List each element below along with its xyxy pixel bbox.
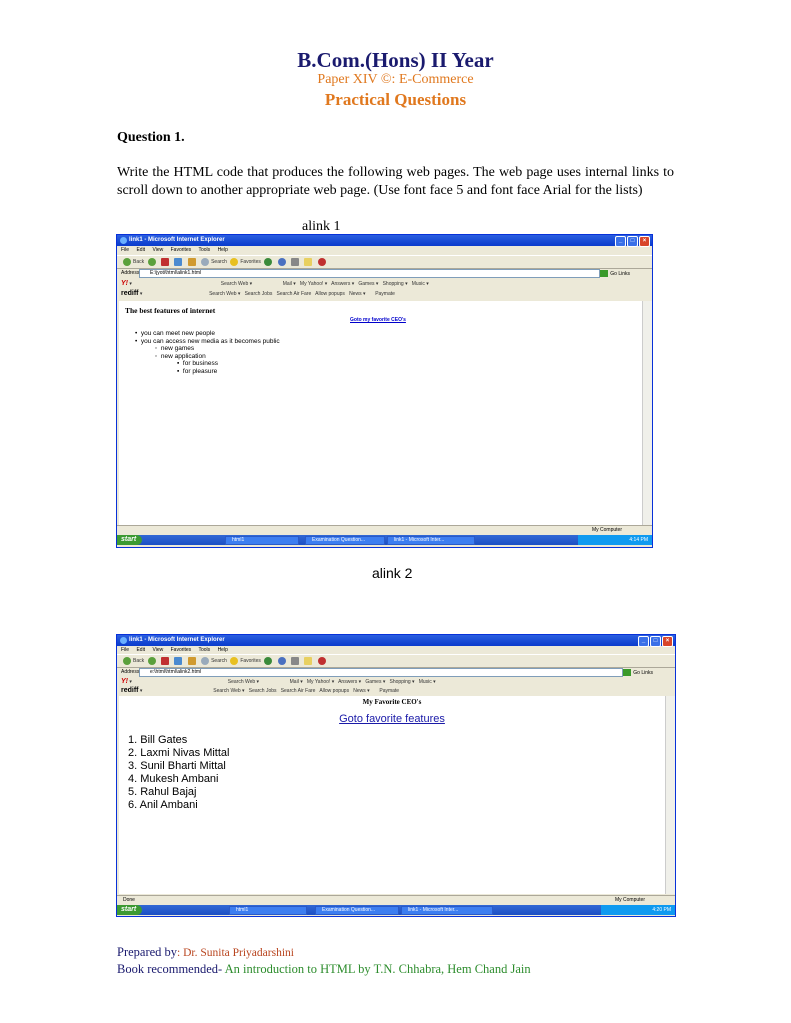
address-bar: Address E:\jyoti\html\alink1.html Go Links (121, 270, 630, 277)
title-bar (117, 235, 652, 246)
media-icon[interactable] (264, 657, 272, 665)
media-icon[interactable] (264, 258, 272, 266)
book-text: An introduction to HTML by T.N. Chhabra, Hem Chand Jain (222, 962, 531, 976)
search-icon[interactable] (201, 657, 209, 665)
messenger-icon[interactable] (318, 258, 326, 266)
menu-view[interactable]: View (152, 247, 164, 253)
stop-icon[interactable] (161, 258, 169, 266)
address-input[interactable]: e:\html\html\alink2.html (139, 668, 623, 677)
refresh-icon[interactable] (174, 258, 182, 266)
screenshot2-caption: alink 2 (372, 565, 413, 581)
maximize-button[interactable]: □ (650, 636, 661, 647)
list-item: ▪ for business (177, 360, 218, 368)
book-label: Book recommended- (117, 962, 223, 976)
toolbar: Back Search Favorites (117, 255, 652, 269)
favorites-icon[interactable] (230, 258, 238, 266)
menu-help[interactable]: Help (217, 647, 228, 653)
menu-favorites[interactable]: Favorites (170, 647, 192, 653)
menu-tools[interactable]: Tools (198, 647, 211, 653)
menu-file[interactable]: File (121, 647, 130, 653)
question-text: Write the HTML code that produces the following web pages. The web page uses internal links to scroll down to another appropriate web page. (Use font face 5 and font face Arial for the lists) (117, 165, 674, 198)
page-content-2 (119, 696, 665, 894)
mail-icon[interactable] (291, 258, 299, 266)
yahoo-toolbar: Y! ▾ Search Web ▾ Mail ▾ My Yahoo! ▾ Answers ▾ Games ▾ Shopping ▾ Music ▾ (121, 678, 436, 685)
menu-view[interactable]: View (152, 647, 164, 653)
yahoo-logo-icon: Y! (121, 678, 128, 685)
taskbar-button-exam[interactable]: Examination Question... (305, 536, 385, 545)
start-button[interactable]: start (117, 905, 142, 915)
screenshot1-caption: alink 1 (302, 219, 341, 234)
folder-icon[interactable] (304, 258, 312, 266)
forward-icon[interactable] (148, 657, 156, 665)
folder-icon[interactable] (304, 657, 312, 665)
status-zone: My Computer (591, 527, 622, 533)
taskbar-button-ie[interactable]: link1 - Microsoft Inter... (387, 536, 475, 545)
document-title: B.Com.(Hons) II Year (297, 48, 494, 72)
list-item: 2. Laxmi Nivas Mittal (128, 747, 230, 759)
page2-heading: My Favorite CEO's (362, 698, 422, 706)
prepared-name: : Dr. Sunita Priyadarshini (177, 947, 294, 959)
page1-heading: The best features of internet (125, 306, 216, 315)
question-heading: Question 1. (117, 130, 185, 145)
status-zone: My Computer (614, 897, 645, 903)
vertical-scrollbar[interactable] (642, 301, 652, 525)
list-item: 1. Bill Gates (128, 734, 188, 746)
menu-favorites[interactable]: Favorites (170, 247, 192, 253)
ceo-link[interactable]: Goto my favorite CEO's (350, 317, 406, 323)
list-item: 4. Mukesh Ambani (128, 773, 219, 785)
start-button[interactable]: start (117, 535, 142, 545)
list-item: • you can meet new people (135, 330, 215, 337)
list-item: 3. Sunil Bharti Mittal (128, 760, 226, 772)
menu-edit[interactable]: Edit (136, 647, 146, 653)
go-button[interactable]: Go Links (600, 269, 630, 279)
ie-icon (120, 637, 127, 644)
menu-bar (117, 646, 675, 654)
address-bar: Address e:\html\html\alink2.html Go Links (121, 669, 653, 676)
window-title: link1 - Microsoft Internet Explorer (129, 637, 225, 643)
list-item: 6. Anil Ambani (128, 799, 198, 811)
home-icon[interactable] (188, 657, 196, 665)
status-bar (117, 895, 675, 904)
stop-icon[interactable] (161, 657, 169, 665)
book-recommended (117, 962, 531, 977)
browser-window-1 (116, 234, 653, 548)
taskbar-button-ie[interactable]: link1 - Microsoft Inter... (401, 906, 493, 915)
maximize-button[interactable]: □ (627, 236, 638, 247)
go-button[interactable]: Go Links (623, 668, 653, 678)
taskbar-button-html1[interactable]: html1 (229, 906, 307, 915)
back-icon[interactable] (123, 258, 131, 266)
page-content-1 (119, 301, 642, 525)
ie-icon (120, 237, 127, 244)
status-text: Done (123, 897, 135, 903)
back-icon[interactable] (123, 657, 131, 665)
list-item: ◦ new application (155, 352, 206, 360)
list-item: ◦ new games (155, 345, 195, 353)
taskbar-button-exam[interactable]: Examination Question... (315, 906, 399, 915)
messenger-icon[interactable] (318, 657, 326, 665)
ceo-list (128, 734, 229, 812)
address-input[interactable]: E:\jyoti\html\alink1.html (139, 269, 600, 278)
history-icon[interactable] (278, 657, 286, 665)
close-button[interactable]: × (662, 636, 673, 647)
system-tray-clock: 4:14 PM (578, 535, 652, 545)
features-link[interactable]: Goto favorite features (339, 713, 445, 725)
prepared-label: Prepared by (117, 945, 178, 959)
taskbar (117, 535, 652, 545)
title-bar (117, 635, 675, 646)
system-tray-clock: 4:20 PM (601, 905, 675, 915)
mail-icon[interactable] (291, 657, 299, 665)
list-item: 5. Rahul Bajaj (128, 786, 197, 798)
minimize-button[interactable]: _ (615, 236, 626, 247)
rediff-toolbar: rediff ▾ Search Web ▾ Search Jobs Search Air Fare Allow popups News ▾ Paymate (121, 290, 395, 297)
taskbar-button-html1[interactable]: html1 (225, 536, 299, 545)
yahoo-logo-icon: Y! (121, 280, 128, 287)
rediff-logo: rediff (121, 687, 139, 694)
search-icon[interactable] (201, 258, 209, 266)
vertical-scrollbar[interactable] (665, 696, 675, 894)
toolbar: Back Search Favorites (117, 654, 675, 668)
browser-window-2 (116, 634, 676, 917)
features-list (135, 330, 280, 376)
minimize-button[interactable]: _ (638, 636, 649, 647)
taskbar (117, 905, 675, 915)
section-title: Practical Questions (324, 90, 467, 109)
home-icon[interactable] (188, 258, 196, 266)
menu-tools[interactable]: Tools (198, 247, 211, 253)
prepared-by (117, 945, 294, 960)
paper-subtitle: Paper XIV ©: E-Commerce (317, 72, 474, 87)
menu-bar (117, 246, 652, 254)
refresh-icon[interactable] (174, 657, 182, 665)
list-item: ▪ for pleasure (177, 367, 218, 375)
forward-icon[interactable] (148, 258, 156, 266)
list-item: • you can access new media as it becomes public (135, 337, 280, 345)
window-title: link1 - Microsoft Internet Explorer (129, 237, 225, 243)
menu-file[interactable]: File (121, 247, 130, 253)
yahoo-toolbar: Y! ▾ Search Web ▾ Mail ▾ My Yahoo! ▾ Answers ▾ Games ▾ Shopping ▾ Music ▾ (121, 280, 429, 287)
status-bar (117, 525, 652, 534)
menu-edit[interactable]: Edit (136, 247, 146, 253)
rediff-toolbar: rediff ▾ Search Web ▾ Search Jobs Search Air Fare Allow popups News ▾ Paymate (121, 687, 400, 694)
rediff-logo: rediff (121, 290, 139, 297)
close-button[interactable]: × (639, 236, 650, 247)
history-icon[interactable] (278, 258, 286, 266)
menu-help[interactable]: Help (217, 247, 228, 253)
favorites-icon[interactable] (230, 657, 238, 665)
